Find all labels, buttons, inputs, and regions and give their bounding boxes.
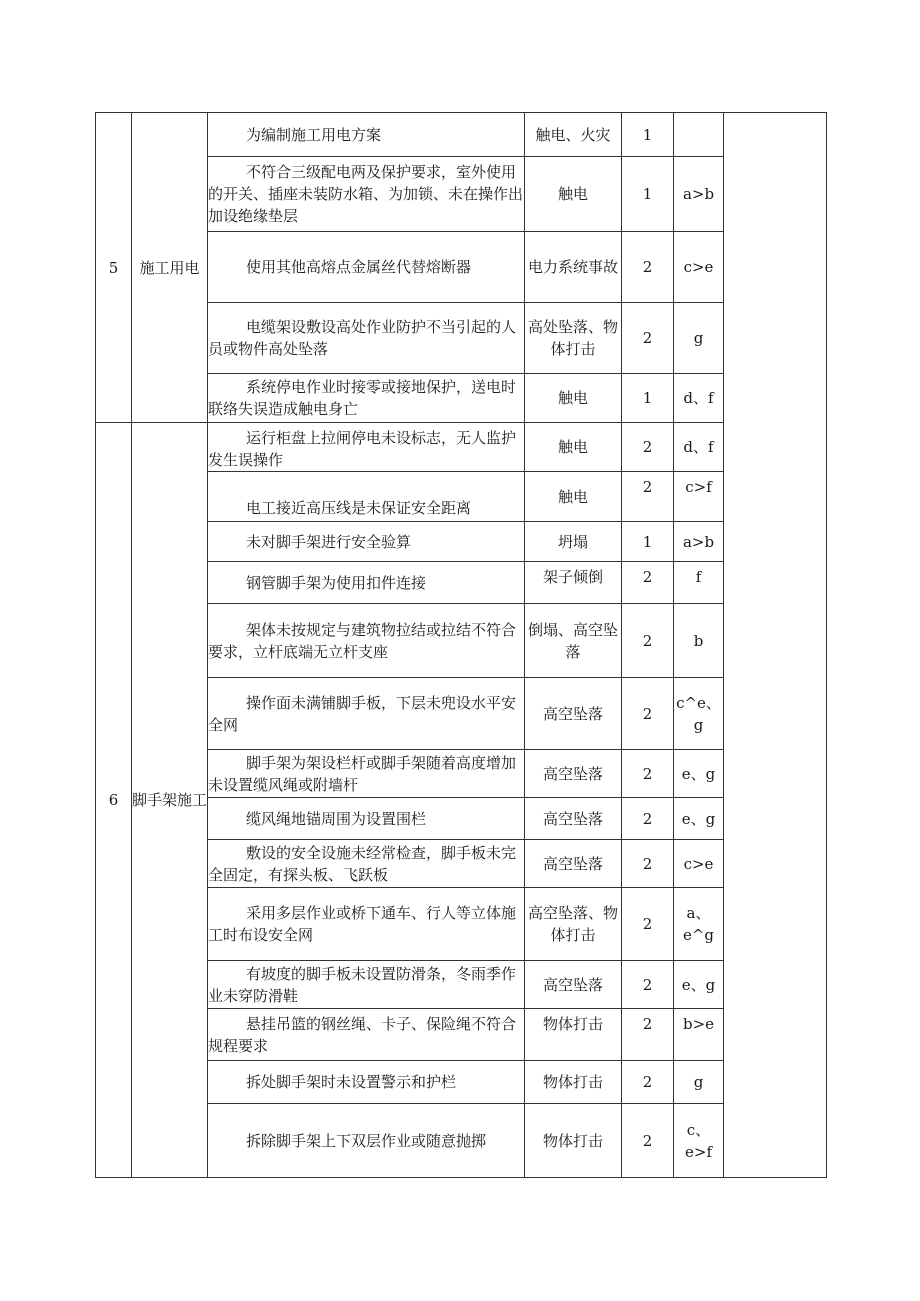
risk-level: 2 (622, 750, 674, 798)
risk-table (95, 112, 827, 1178)
control-measures: g (674, 303, 724, 374)
control-measures: a>b (674, 157, 724, 232)
accident-type: 物体打击 (525, 1009, 622, 1061)
risk-level: 2 (622, 562, 674, 604)
accident-type: 高空坠落 (525, 750, 622, 798)
control-measures: c>e (674, 840, 724, 888)
control-measures: c^e、g (674, 678, 724, 750)
risk-level: 2 (622, 798, 674, 840)
risk-level: 2 (622, 961, 674, 1009)
control-measures: g (674, 1061, 724, 1104)
control-measures: c>e (674, 232, 724, 303)
remarks-cell (724, 113, 827, 1178)
risk-level: 2 (622, 232, 674, 303)
hazard-description: 未对脚手架进行安全验算 (208, 522, 525, 562)
accident-type: 架子倾倒 (525, 562, 622, 604)
hazard-description: 使用其他高熔点金属丝代替熔断器 (208, 232, 525, 303)
accident-type: 电力系统事故 (525, 232, 622, 303)
accident-type: 高空坠落 (525, 961, 622, 1009)
risk-level: 1 (622, 374, 674, 423)
hazard-description: 悬挂吊篮的钢丝绳、卡子、保险绳不符合规程要求 (208, 1009, 525, 1061)
accident-type: 物体打击 (525, 1061, 622, 1104)
hazard-description: 缆风绳地锚周围为设置围栏 (208, 798, 525, 840)
control-measures: e、g (674, 961, 724, 1009)
table-body (96, 113, 827, 1178)
control-measures: c、e>f (674, 1104, 724, 1178)
risk-level: 2 (622, 604, 674, 678)
table-row (96, 423, 827, 472)
control-measures: f (674, 562, 724, 604)
hazard-description: 脚手架为架设栏杆或脚手架随着高度增加未设置缆风绳或附墙杆 (208, 750, 525, 798)
accident-type: 物体打击 (525, 1104, 622, 1178)
risk-level: 2 (622, 888, 674, 961)
hazard-description: 电工接近高压线是未保证安全距离 (208, 472, 525, 522)
control-measures: d、f (674, 374, 724, 423)
section-category: 施工用电 (132, 113, 208, 423)
hazard-description: 钢管脚手架为使用扣件连接 (208, 562, 525, 604)
accident-type: 触电 (525, 472, 622, 522)
risk-level: 2 (622, 1009, 674, 1061)
control-measures (674, 113, 724, 157)
control-measures: b (674, 604, 724, 678)
hazard-description: 为编制施工用电方案 (208, 113, 525, 157)
hazard-description: 有坡度的脚手板未设置防滑条，冬雨季作业未穿防滑鞋 (208, 961, 525, 1009)
accident-type: 高空坠落 (525, 798, 622, 840)
hazard-description: 架体未按规定与建筑物拉结或拉结不符合要求，立杆底端无立杆支座 (208, 604, 525, 678)
section-number: 5 (96, 113, 132, 423)
risk-level: 2 (622, 423, 674, 472)
table-row (96, 113, 827, 157)
accident-type: 倒塌、高空坠落 (525, 604, 622, 678)
risk-level: 2 (622, 472, 674, 522)
risk-level: 2 (622, 1104, 674, 1178)
control-measures: a>b (674, 522, 724, 562)
accident-type: 触电 (525, 157, 622, 232)
hazard-description: 采用多层作业或桥下通车、行人等立体施工时布设安全网 (208, 888, 525, 961)
control-measures: e、g (674, 750, 724, 798)
control-measures: e、g (674, 798, 724, 840)
control-measures: c>f (674, 472, 724, 522)
control-measures: a、e^g (674, 888, 724, 961)
hazard-description: 系统停电作业时接零或接地保护，送电时联络失误造成触电身亡 (208, 374, 525, 423)
risk-level: 1 (622, 157, 674, 232)
risk-level: 2 (622, 1061, 674, 1104)
hazard-description: 操作面未满铺脚手板，下层未兜设水平安全网 (208, 678, 525, 750)
hazard-description: 不符合三级配电两及保护要求，室外使用的开关、插座未装防水箱、为加锁、未在操作出加设绝缘垫层 (208, 157, 525, 232)
accident-type: 触电、火灾 (525, 113, 622, 157)
accident-type: 高空坠落、物体打击 (525, 888, 622, 961)
control-measures: d、f (674, 423, 724, 472)
hazard-description: 拆除脚手架上下双层作业或随意抛掷 (208, 1104, 525, 1178)
section-category: 脚手架施工 (132, 423, 208, 1178)
hazard-description: 拆处脚手架时未设置警示和护栏 (208, 1061, 525, 1104)
control-measures: b>e (674, 1009, 724, 1061)
accident-type: 高空坠落 (525, 840, 622, 888)
risk-level: 1 (622, 113, 674, 157)
hazard-description: 电缆架设敷设高处作业防护不当引起的人员或物件高处坠落 (208, 303, 525, 374)
risk-level: 2 (622, 303, 674, 374)
accident-type: 高处坠落、物体打击 (525, 303, 622, 374)
risk-level: 2 (622, 678, 674, 750)
accident-type: 触电 (525, 423, 622, 472)
section-number: 6 (96, 423, 132, 1178)
hazard-description: 运行柜盘上拉闸停电未设标志，无人监护发生误操作 (208, 423, 525, 472)
risk-level: 2 (622, 840, 674, 888)
accident-type: 触电 (525, 374, 622, 423)
risk-level: 1 (622, 522, 674, 562)
hazard-description: 敷设的安全设施未经常检查，脚手板未完全固定，有探头板、飞跃板 (208, 840, 525, 888)
accident-type: 高空坠落 (525, 678, 622, 750)
accident-type: 坍塌 (525, 522, 622, 562)
